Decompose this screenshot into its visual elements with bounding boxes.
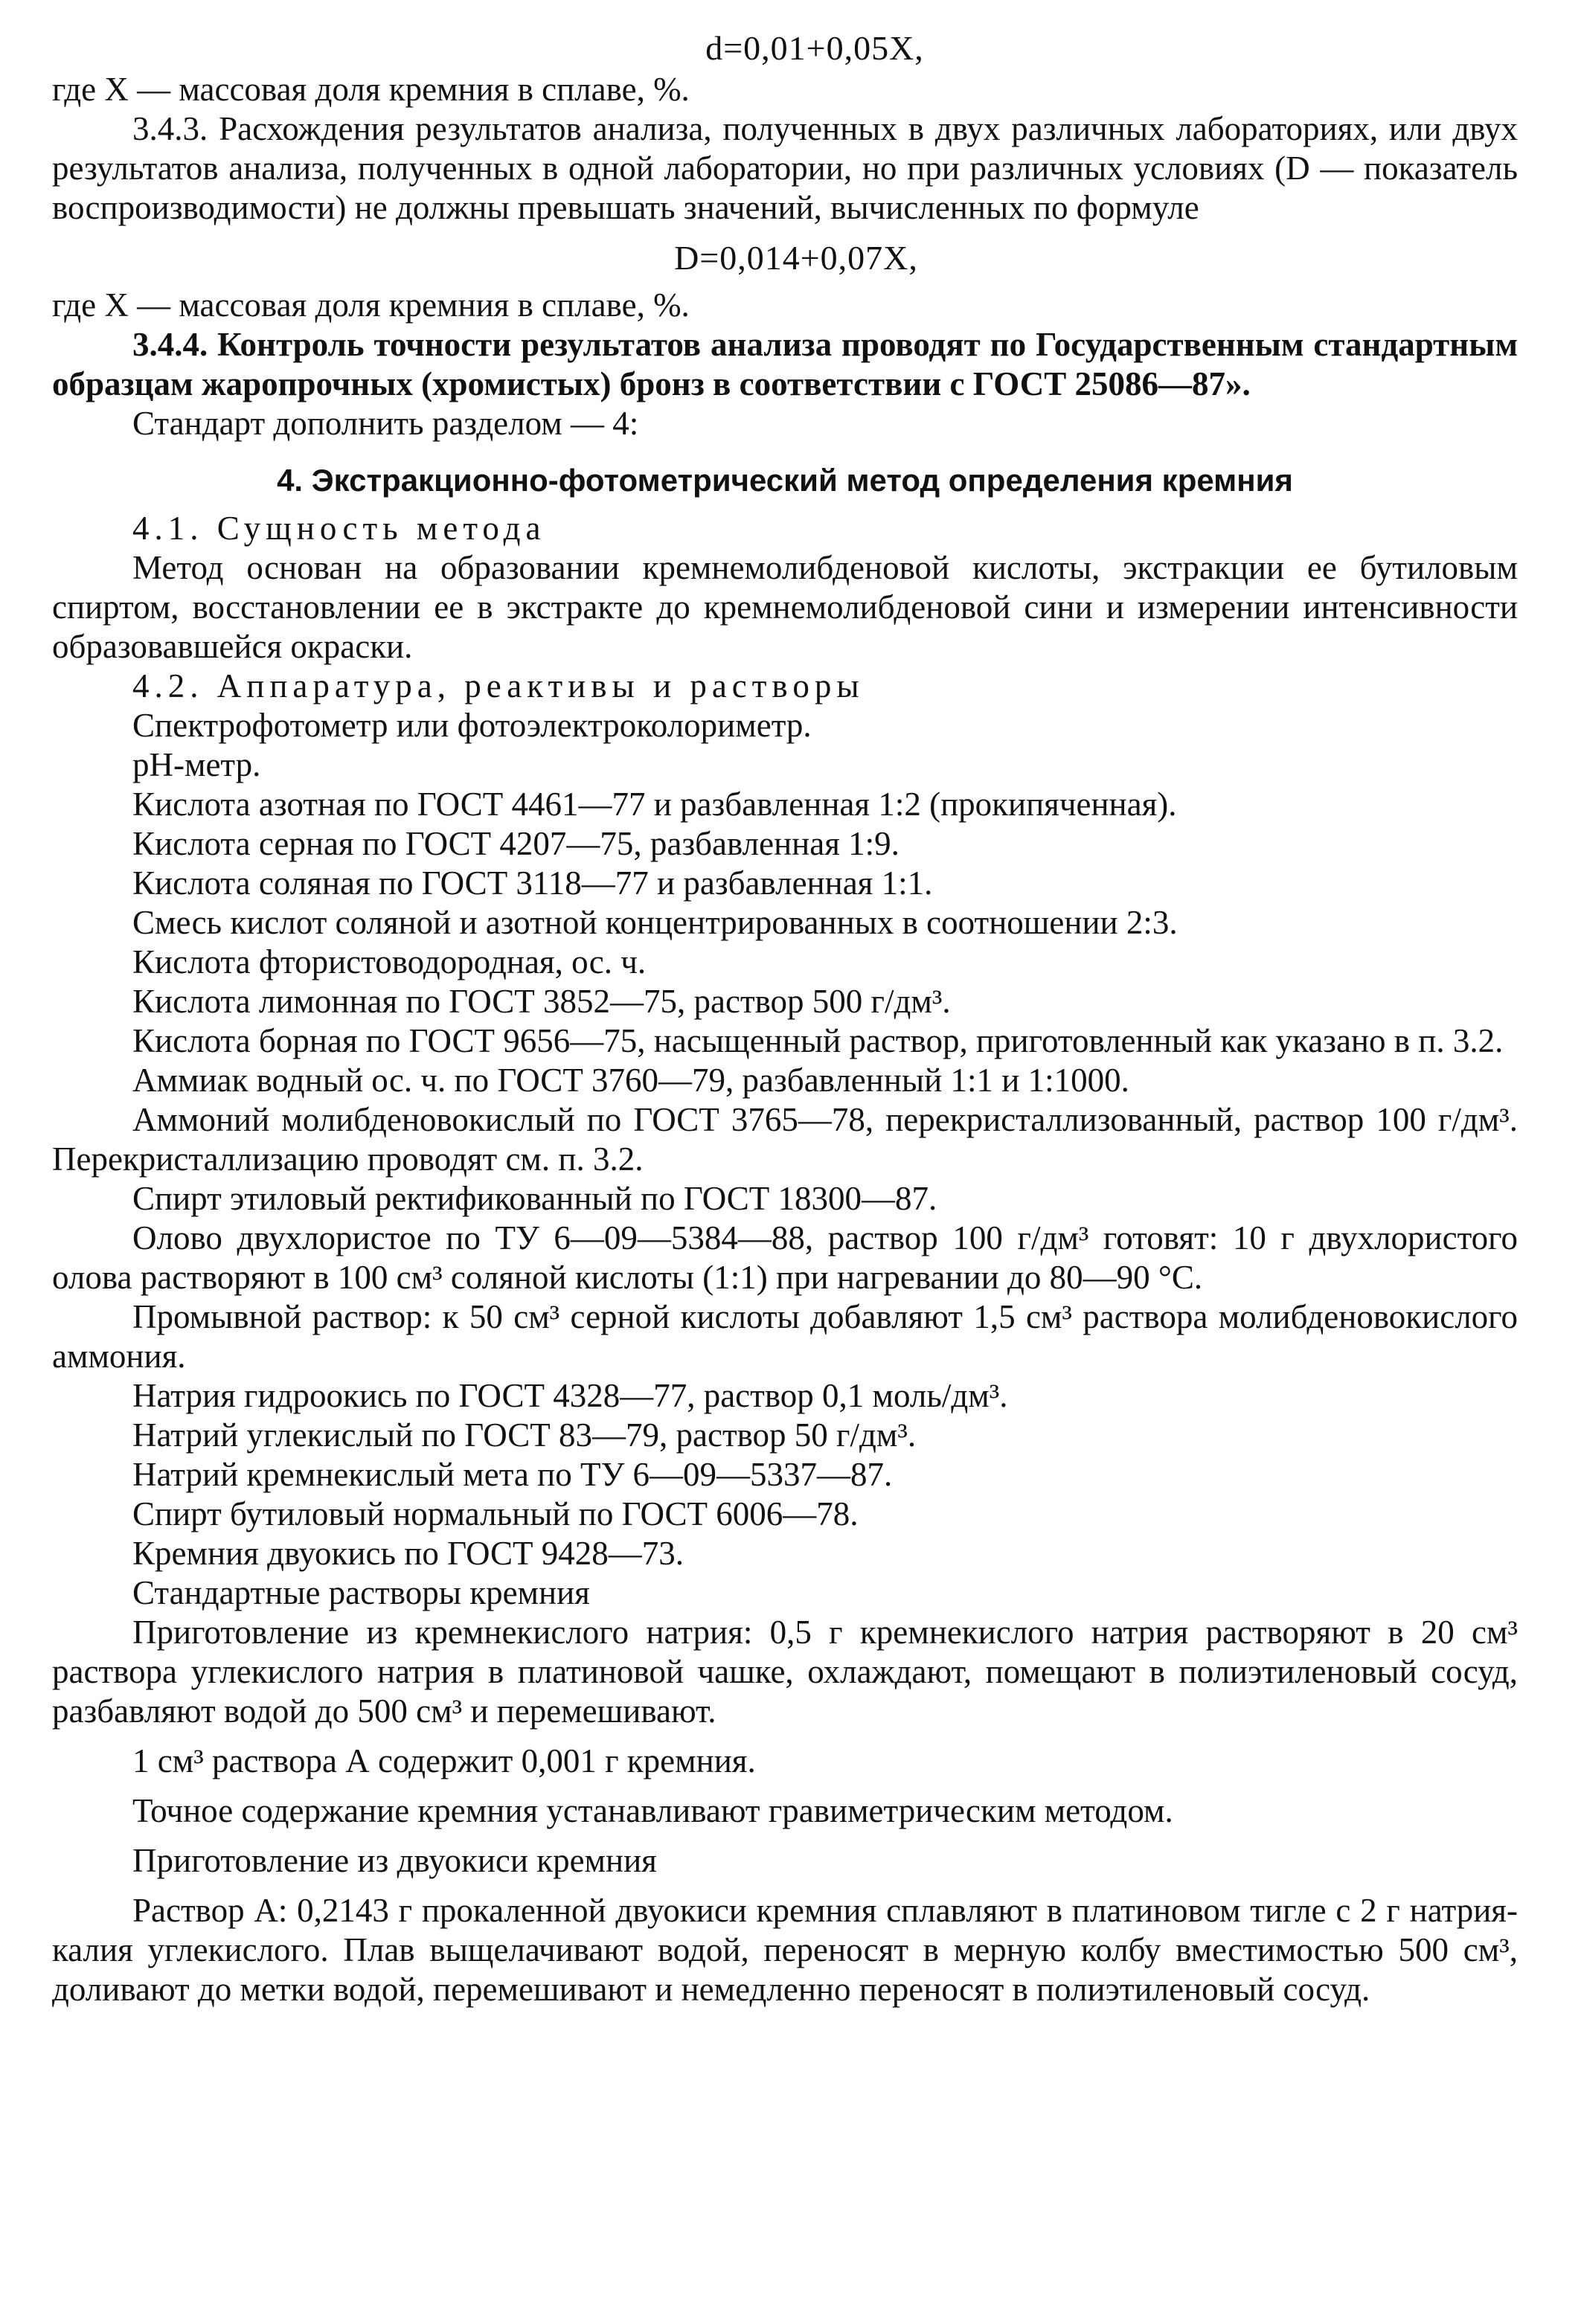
list-item: Кремния двуокись по ГОСТ 9428—73.: [132, 1535, 684, 1572]
section-4-1-text: Метод основан на образовании кремнемолибденовой кислоты, экстракции ее бутиловым спиртом, восстановлении ее в экстракте до кремнемолибденовой сини и измерении интенсивности образовавшейся окраски.: [52, 549, 1518, 665]
list-item: Натрий углекислый по ГОСТ 83—79, раствор 50 г/дм³.: [132, 1416, 917, 1454]
list-item: Натрий кремнекислый мета по ТУ 6—09—5337—87.: [132, 1456, 893, 1493]
list-item: Спектрофотометр или фотоэлектроколориметр.: [132, 707, 812, 744]
list-item: Аммоний молибденовокислый по ГОСТ 3765—78, перекристаллизованный, раствор 100 г/дм³. Перекристаллизацию проводят см. п. 3.2.: [52, 1101, 1518, 1178]
list-item: Спирт этиловый ректификованный по ГОСТ 18300—87.: [132, 1180, 937, 1217]
list-item: Промывной раствор: к 50 см³ серной кислоты добавляют 1,5 см³ раствора молибденовокислого аммония.: [52, 1298, 1518, 1375]
list-item: Кислота азотная по ГОСТ 4461—77 и разбавленная 1:2 (прокипяченная).: [132, 786, 1177, 823]
list-item: Аммиак водный ос. ч. по ГОСТ 3760—79, разбавленный 1:1 и 1:1000.: [132, 1062, 1129, 1099]
where-clause-d: где X — массовая доля кремния в сплаве, %.: [52, 71, 690, 108]
clause-3-4-3: 3.4.3. Расхождения результатов анализа, полученных в двух различных лабораториях, или двух результатов анализа, полученных в одной лаборатории, но при различных условиях (D — показатель воспроизводимости) не должны превышать значений, вычисленных по формуле: [52, 110, 1518, 226]
list-item: Спирт бутиловый нормальный по ГОСТ 6006—78.: [132, 1495, 859, 1532]
list-item: Кислота фтористоводородная, ос. ч.: [132, 943, 647, 980]
list-item: Стандартные растворы кремния: [132, 1574, 590, 1611]
list-item: Кислота борная по ГОСТ 9656—75, насыщенный раствор, приготовленный как указано в п. 3.2.: [132, 1022, 1504, 1059]
list-item: Олово двухлористое по ТУ 6—09—5384—88, раствор 100 г/дм³ готовят: 10 г двухлористого олова растворяют в 100 см³ соляной кислоты (1:1) при нагревании до 80—90 °С.: [52, 1219, 1518, 1296]
solution-a-content: 1 см³ раствора А содержит 0,001 г кремния.: [132, 1742, 756, 1779]
supplement-note: Стандарт дополнить разделом — 4:: [132, 405, 639, 442]
exact-content-note: Точное содержание кремния устанавливают гравиметрическим методом.: [132, 1792, 1173, 1829]
section-4-2-title: 4.2. Аппаратура, реактивы и растворы: [132, 667, 865, 704]
prep-from-dioxide: Приготовление из двуокиси кремния: [132, 1842, 657, 1879]
document-page: [52, 0, 1518, 2009]
list-item: Смесь кислот соляной и азотной концентрированных в соотношении 2:3.: [132, 904, 1178, 941]
list-item: Кислота лимонная по ГОСТ 3852—75, раствор 500 г/дм³.: [132, 983, 951, 1020]
clause-3-4-4: 3.4.4. Контроль точности результатов анализа проводят по Государственным стандартным образцам жаропрочных (хромистых) бронз в соответствии с ГОСТ 25086—87».: [52, 326, 1518, 402]
solution-a-prep: Раствор А: 0,2143 г прокаленной двуокиси кремния сплавляют в платиновом тигле с 2 г натрия-калия углекислого. Плав выщелачивают водой, переносят в мерную колбу вместимостью 500 см³, доливают до метки водой, перемешивают и немедленно переносят в полиэтиленовый сосуд.: [52, 1892, 1518, 2008]
list-item: Приготовление из кремнекислого натрия: 0,5 г кремнекислого натрия растворяют в 20 см³ раствора углекислого натрия в платиновой чашке, охлаждают, помещают в полиэтиленовый сосуд, разбавляют водой до 500 см³ и перемешивают.: [52, 1614, 1518, 1730]
list-item: Кислота соляная по ГОСТ 3118—77 и разбавленная 1:1.: [132, 864, 933, 902]
list-item: pH-метр.: [132, 746, 261, 783]
list-item: Кислота серная по ГОСТ 4207—75, разбавленная 1:9.: [132, 825, 899, 862]
formula-reproducibility: D=0,014+0,07X,: [674, 239, 918, 277]
where-clause-D: где X — массовая доля кремния в сплаве, %.: [52, 286, 690, 324]
section-4-1-title: 4.1. Сущность метода: [132, 510, 546, 547]
section-4-title: 4. Экстракционно-фотометрический метод определения кремния: [277, 463, 1293, 498]
list-item: Натрия гидроокись по ГОСТ 4328—77, раствор 0,1 моль/дм³.: [132, 1377, 1008, 1414]
formula-repeatability: d=0,01+0,05X,: [705, 29, 924, 67]
